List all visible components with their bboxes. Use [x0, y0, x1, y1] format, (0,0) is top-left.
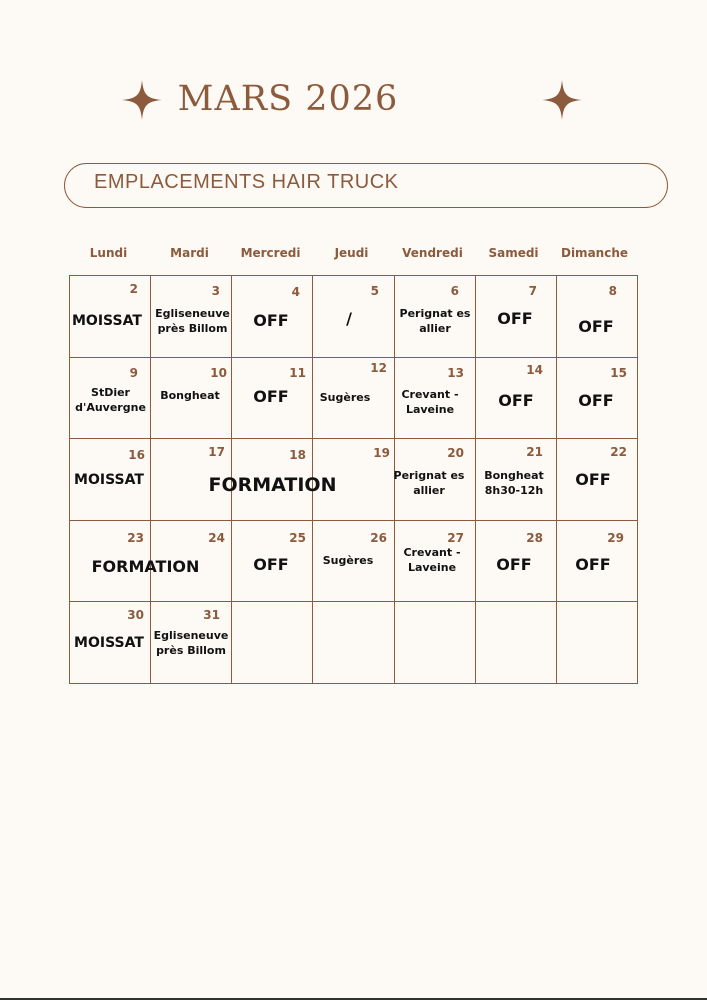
day-number-11: 11: [289, 366, 306, 380]
day-cell: [232, 602, 313, 684]
event-day-5: /: [346, 309, 352, 328]
day-number-14: 14: [526, 363, 543, 377]
subtitle: EMPLACEMENTS HAIR TRUCK: [94, 171, 399, 193]
day-number-17: 17: [208, 445, 225, 459]
day-cell: [556, 602, 637, 684]
event-day-8: OFF: [578, 317, 614, 336]
event-formation-23-24: FORMATION: [91, 557, 200, 576]
day-number-30: 30: [127, 608, 144, 622]
day-number-15: 15: [610, 366, 627, 380]
day-number-25: 25: [289, 531, 306, 545]
event-day-2: MOISSAT: [72, 313, 142, 329]
day-cell: [394, 602, 475, 684]
event-day-13: Crevant - Laveine: [401, 388, 459, 416]
day-number-12: 12: [370, 361, 387, 375]
day-number-20: 20: [447, 446, 464, 460]
day-number-13: 13: [447, 366, 464, 380]
event-day-30: MOISSAT: [74, 635, 144, 651]
day-number-26: 26: [370, 531, 387, 545]
event-day-29: OFF: [575, 555, 611, 574]
sparkle-icon-right: [542, 80, 582, 120]
event-day-27: Crevant - Laveine: [403, 546, 461, 574]
weekday-header: [68, 243, 638, 263]
weekday-friday: Vendredi: [402, 246, 463, 260]
weekday-wednesday: Mercredi: [240, 246, 301, 260]
day-number-23: 23: [127, 531, 144, 545]
weekday-saturday: Samedi: [488, 246, 539, 260]
day-number-21: 21: [526, 445, 543, 459]
day-cell: [313, 602, 394, 684]
day-number-18: 18: [289, 448, 306, 462]
day-number-31: 31: [203, 608, 220, 622]
event-day-14: OFF: [498, 391, 534, 410]
event-day-10: Bongheat: [160, 389, 220, 402]
event-formation-17-19: FORMATION: [208, 474, 337, 496]
weekday-thursday: Jeudi: [334, 246, 369, 260]
day-number-5: 5: [370, 284, 379, 298]
day-number-19: 19: [373, 446, 390, 460]
event-day-6: Perignat es allier: [399, 307, 471, 335]
event-day-7: OFF: [497, 309, 533, 328]
event-day-9: StDier d'Auvergne: [75, 386, 146, 414]
event-day-16: MOISSAT: [74, 472, 144, 488]
day-number-8: 8: [608, 284, 617, 298]
day-number-10: 10: [210, 366, 227, 380]
event-day-15: OFF: [578, 391, 614, 410]
event-day-31: Egliseneuve près Billom: [153, 629, 229, 657]
event-day-3: Egliseneuve près Billom: [155, 307, 230, 335]
event-day-4: OFF: [253, 311, 289, 330]
day-number-7: 7: [528, 284, 537, 298]
day-number-27: 27: [447, 531, 464, 545]
day-number-3: 3: [211, 284, 220, 298]
weekday-tuesday: Mardi: [170, 246, 209, 260]
event-day-26: Sugères: [322, 554, 374, 567]
event-day-21: Bongheat 8h30-12h: [484, 469, 544, 497]
day-number-29: 29: [607, 531, 624, 545]
day-number-22: 22: [610, 445, 627, 459]
event-day-25: OFF: [253, 555, 289, 574]
weekday-monday: Lundi: [89, 246, 128, 260]
day-number-28: 28: [526, 531, 543, 545]
day-number-9: 9: [129, 366, 138, 380]
day-number-16: 16: [128, 448, 145, 462]
day-number-6: 6: [450, 284, 459, 298]
day-number-2: 2: [129, 282, 138, 296]
day-number-24: 24: [208, 531, 225, 545]
event-day-11: OFF: [253, 387, 289, 406]
event-day-28: OFF: [496, 555, 532, 574]
event-day-12: Sugères: [319, 391, 371, 404]
weekday-sunday: Dimanche: [560, 246, 628, 260]
event-day-20: Perignat es allier: [393, 469, 465, 497]
event-day-22: OFF: [575, 470, 611, 489]
day-number-4: 4: [291, 285, 300, 299]
day-cell: [475, 602, 556, 684]
page-title: MARS 2026: [177, 79, 399, 119]
